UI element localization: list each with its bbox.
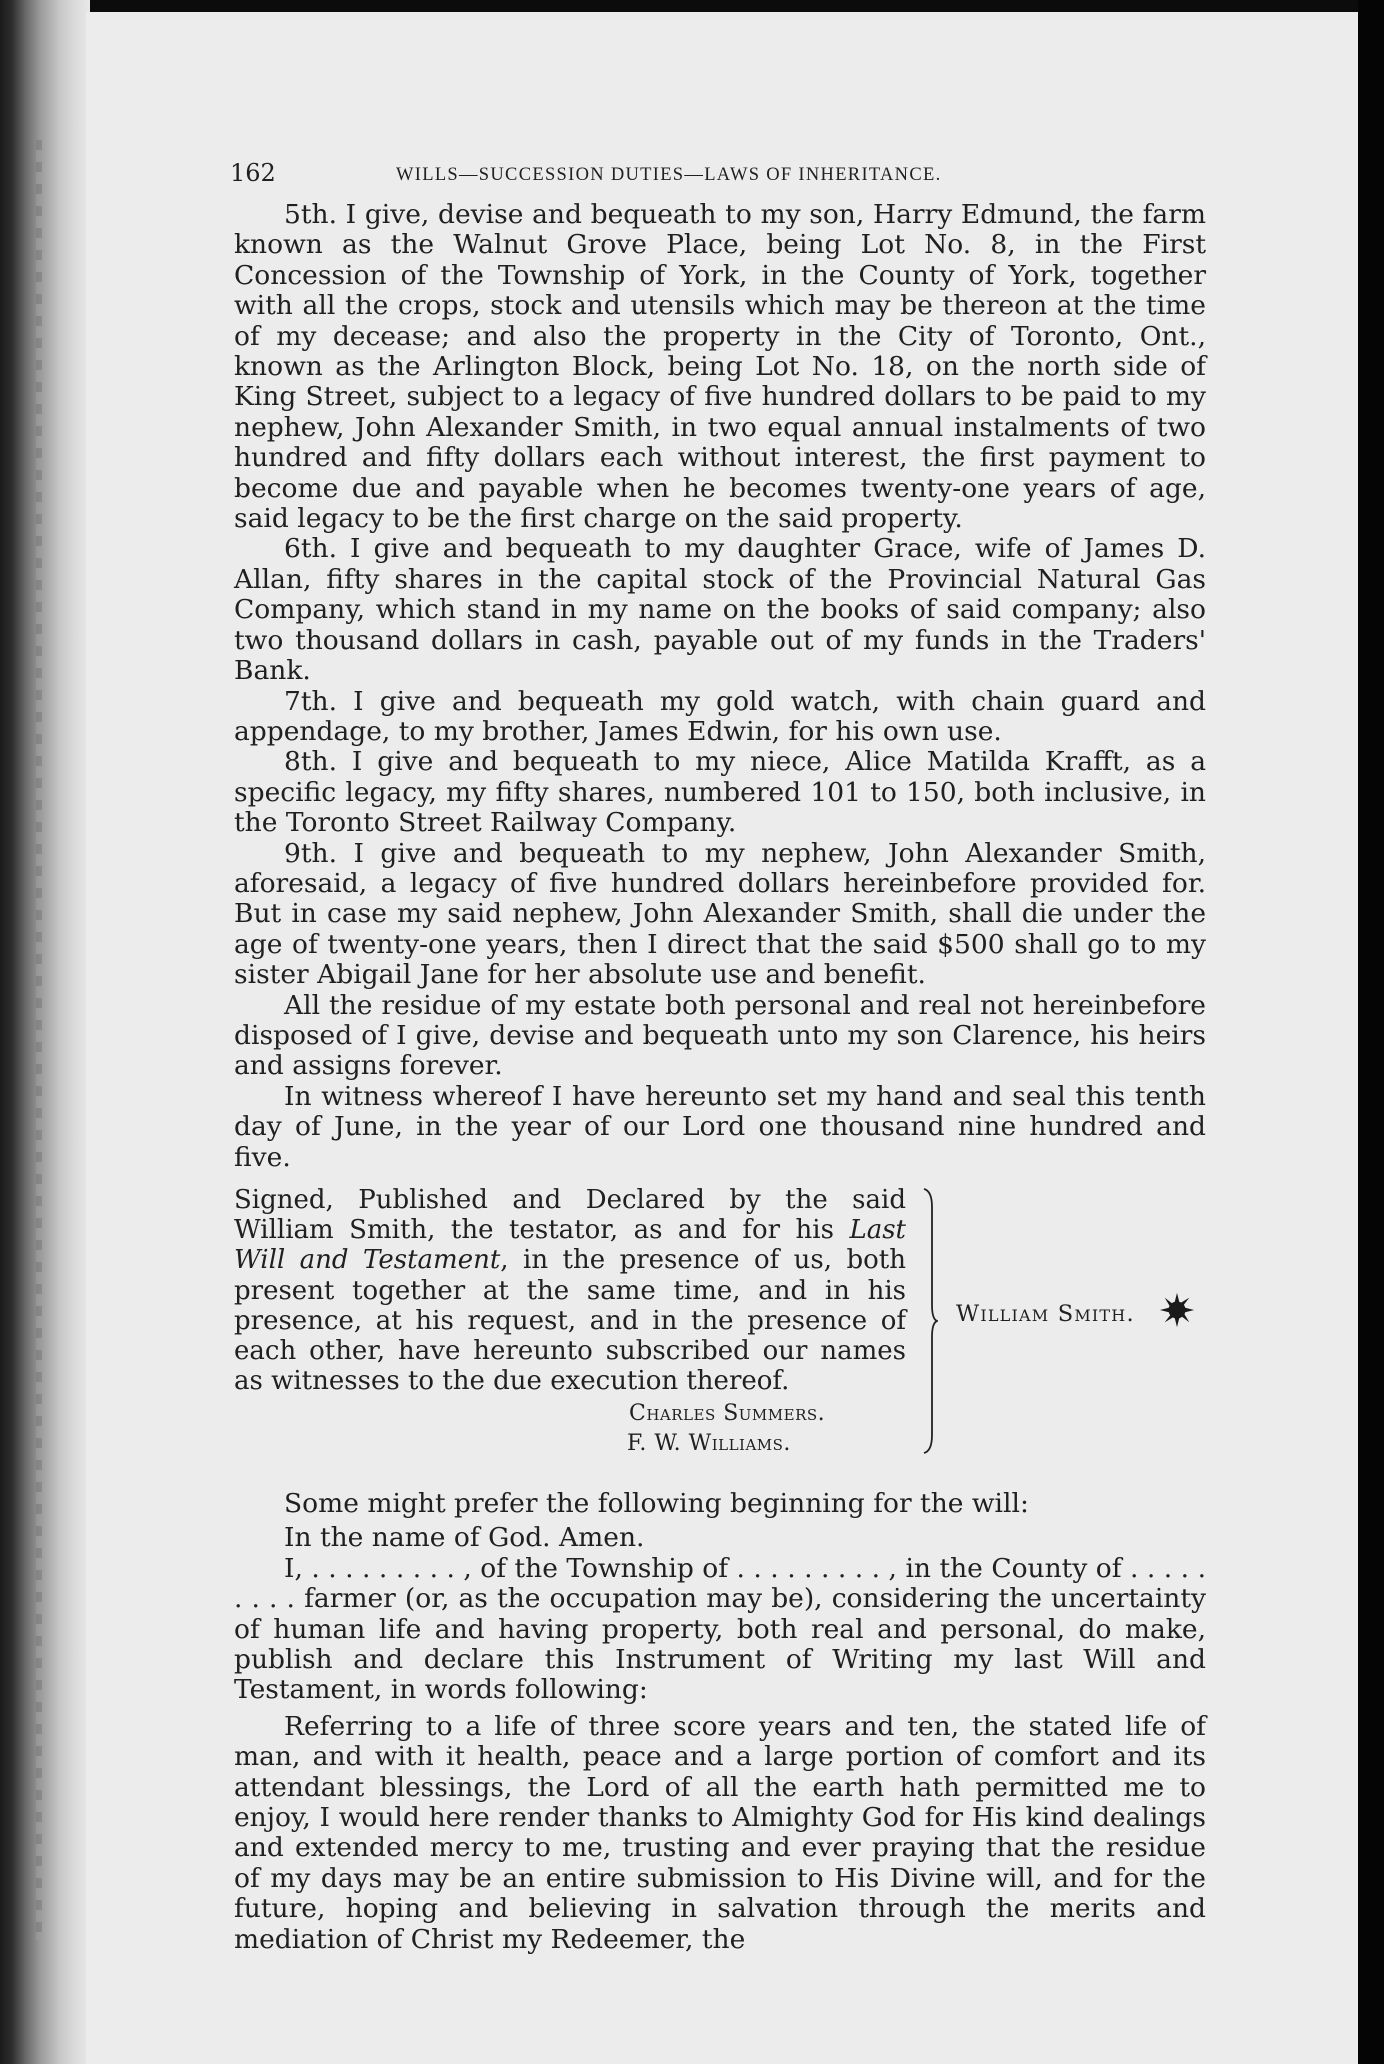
page-header xyxy=(146,150,1216,190)
page-number: 162 xyxy=(230,159,276,187)
dedication-paragraph: Referring to a life of three score years and ten, the stated life of man, and with it health, peace and a large portion of comfort and its attendant blessings, the Lord of all the earth hath permitted me to enjoy, I would here render thanks to Almighty God for His kind dealings and extended mercy to me, trusting and ever praying that the residue of my days may be an entire submission to His Divine will, and for the future, hoping and believing in salvation through the merits and mediation of Christ my Redeemer, the xyxy=(234,1710,1206,1955)
declaration-form: I, . . . . . . . . . , of the Township of . . . . . . . . . , in the County of . . . . . . . . . farmer (or, as the occupation may be), considering the uncertainty of human life and having property, both real and personal, do make, publish and declare this Instrument of Writing my last Will and Testament, in words following: xyxy=(234,1552,1206,1706)
attestation-text-end: , in the presence of us, both present together at the same time, and in his presence, at his request, and in the presence of each other, have hereunto subscribed our names as witnesses to the due execution thereof. xyxy=(234,1245,906,1397)
attestation-clause xyxy=(234,1185,906,1396)
bequest-7th: 7th. I give and bequeath my gold watch, with chain guard and appendage, to my brother, James Edwin, for his own use. xyxy=(234,685,1206,747)
alternative-beginning xyxy=(146,1489,1216,1955)
book-gutter xyxy=(0,0,90,2064)
running-title: WILLS—SUCCESSION DUTIES—LAWS OF INHERITANCE. xyxy=(396,165,942,185)
scan-border xyxy=(1358,0,1384,2064)
alternative-intro: Some might prefer the following beginning for the will: xyxy=(284,1488,1029,1519)
witness-clause: In witness whereof I have hereunto set my hand and seal this tenth day of June, in the year of our Lord one thousand nine hundred and five. xyxy=(234,1080,1206,1173)
bequest-6th: 6th. I give and bequeath to my daughter Grace, wife of James D. Allan, fifty shares in the capital stock of the Provincial Natural Gas Company, which stand in my name on the books of said company; also two thousand dollars in cash, payable out of my funds in the Traders' Bank. xyxy=(234,533,1206,687)
testator-signature: William Smith. xyxy=(956,1301,1135,1327)
bequest-5th: 5th. I give, devise and bequeath to my son, Harry Edmund, the farm known as the Walnut Grove Place, being Lot No. 8, in the First Concession of the Township of York, in the County of York, together with all the crops, stock and utensils which may be thereon at the time of my decease; and also the property in the City of Toronto, Ont., known as the Arlington Block, being Lot No. 18, on the north side of King Street, subject to a legacy of five hundred dollars to be paid to my nephew, John Alexander Smith, in two equal annual instalments of two hundred and fifty dollars each without interest, the first payment to become due and payable when he becomes twenty-one years of age, said legacy to be the first charge on the said property. xyxy=(234,199,1206,535)
curly-brace xyxy=(922,1187,938,1455)
attestation-text: Signed, Published and Declared by the said William Smith, the testator, as and for his xyxy=(234,1185,906,1246)
invocation: In the name of God. Amen. xyxy=(284,1522,645,1554)
residue-clause: All the residue of my estate both personal and real not hereinbefore disposed of I give, devise and bequeath unto my son Clarence, his heirs and assigns forever. xyxy=(234,989,1206,1082)
page-edge-stack xyxy=(36,140,42,1940)
attestation-italic-title: Last Will and Testament xyxy=(234,1215,906,1276)
witness-signatures xyxy=(629,1399,825,1459)
bequest-9th: 9th. I give and bequeath to my nephew, John Alexander Smith, aforesaid, a legacy of five hundred dollars hereinbefore provided for. But in case my said nephew, John Alexander Smith, shall die under the age of twenty-one years, then I direct that the said $500 shall go to my sister Abigail Jane for her absolute use and benefit. xyxy=(234,837,1206,991)
seal-icon xyxy=(1158,1291,1196,1329)
page-content xyxy=(146,150,1216,1955)
bequest-8th: 8th. I give and bequeath to my niece, Alice Matilda Krafft, as a specific legacy, my fifty shares, numbered 101 to 150, both inclusive, in the Toronto Street Railway Company. xyxy=(234,746,1206,839)
witness-name-2: F. W. Williams. xyxy=(627,1431,791,1456)
attestation-block xyxy=(234,1185,1214,1465)
witness-name-1: Charles Summers. xyxy=(629,1401,826,1426)
